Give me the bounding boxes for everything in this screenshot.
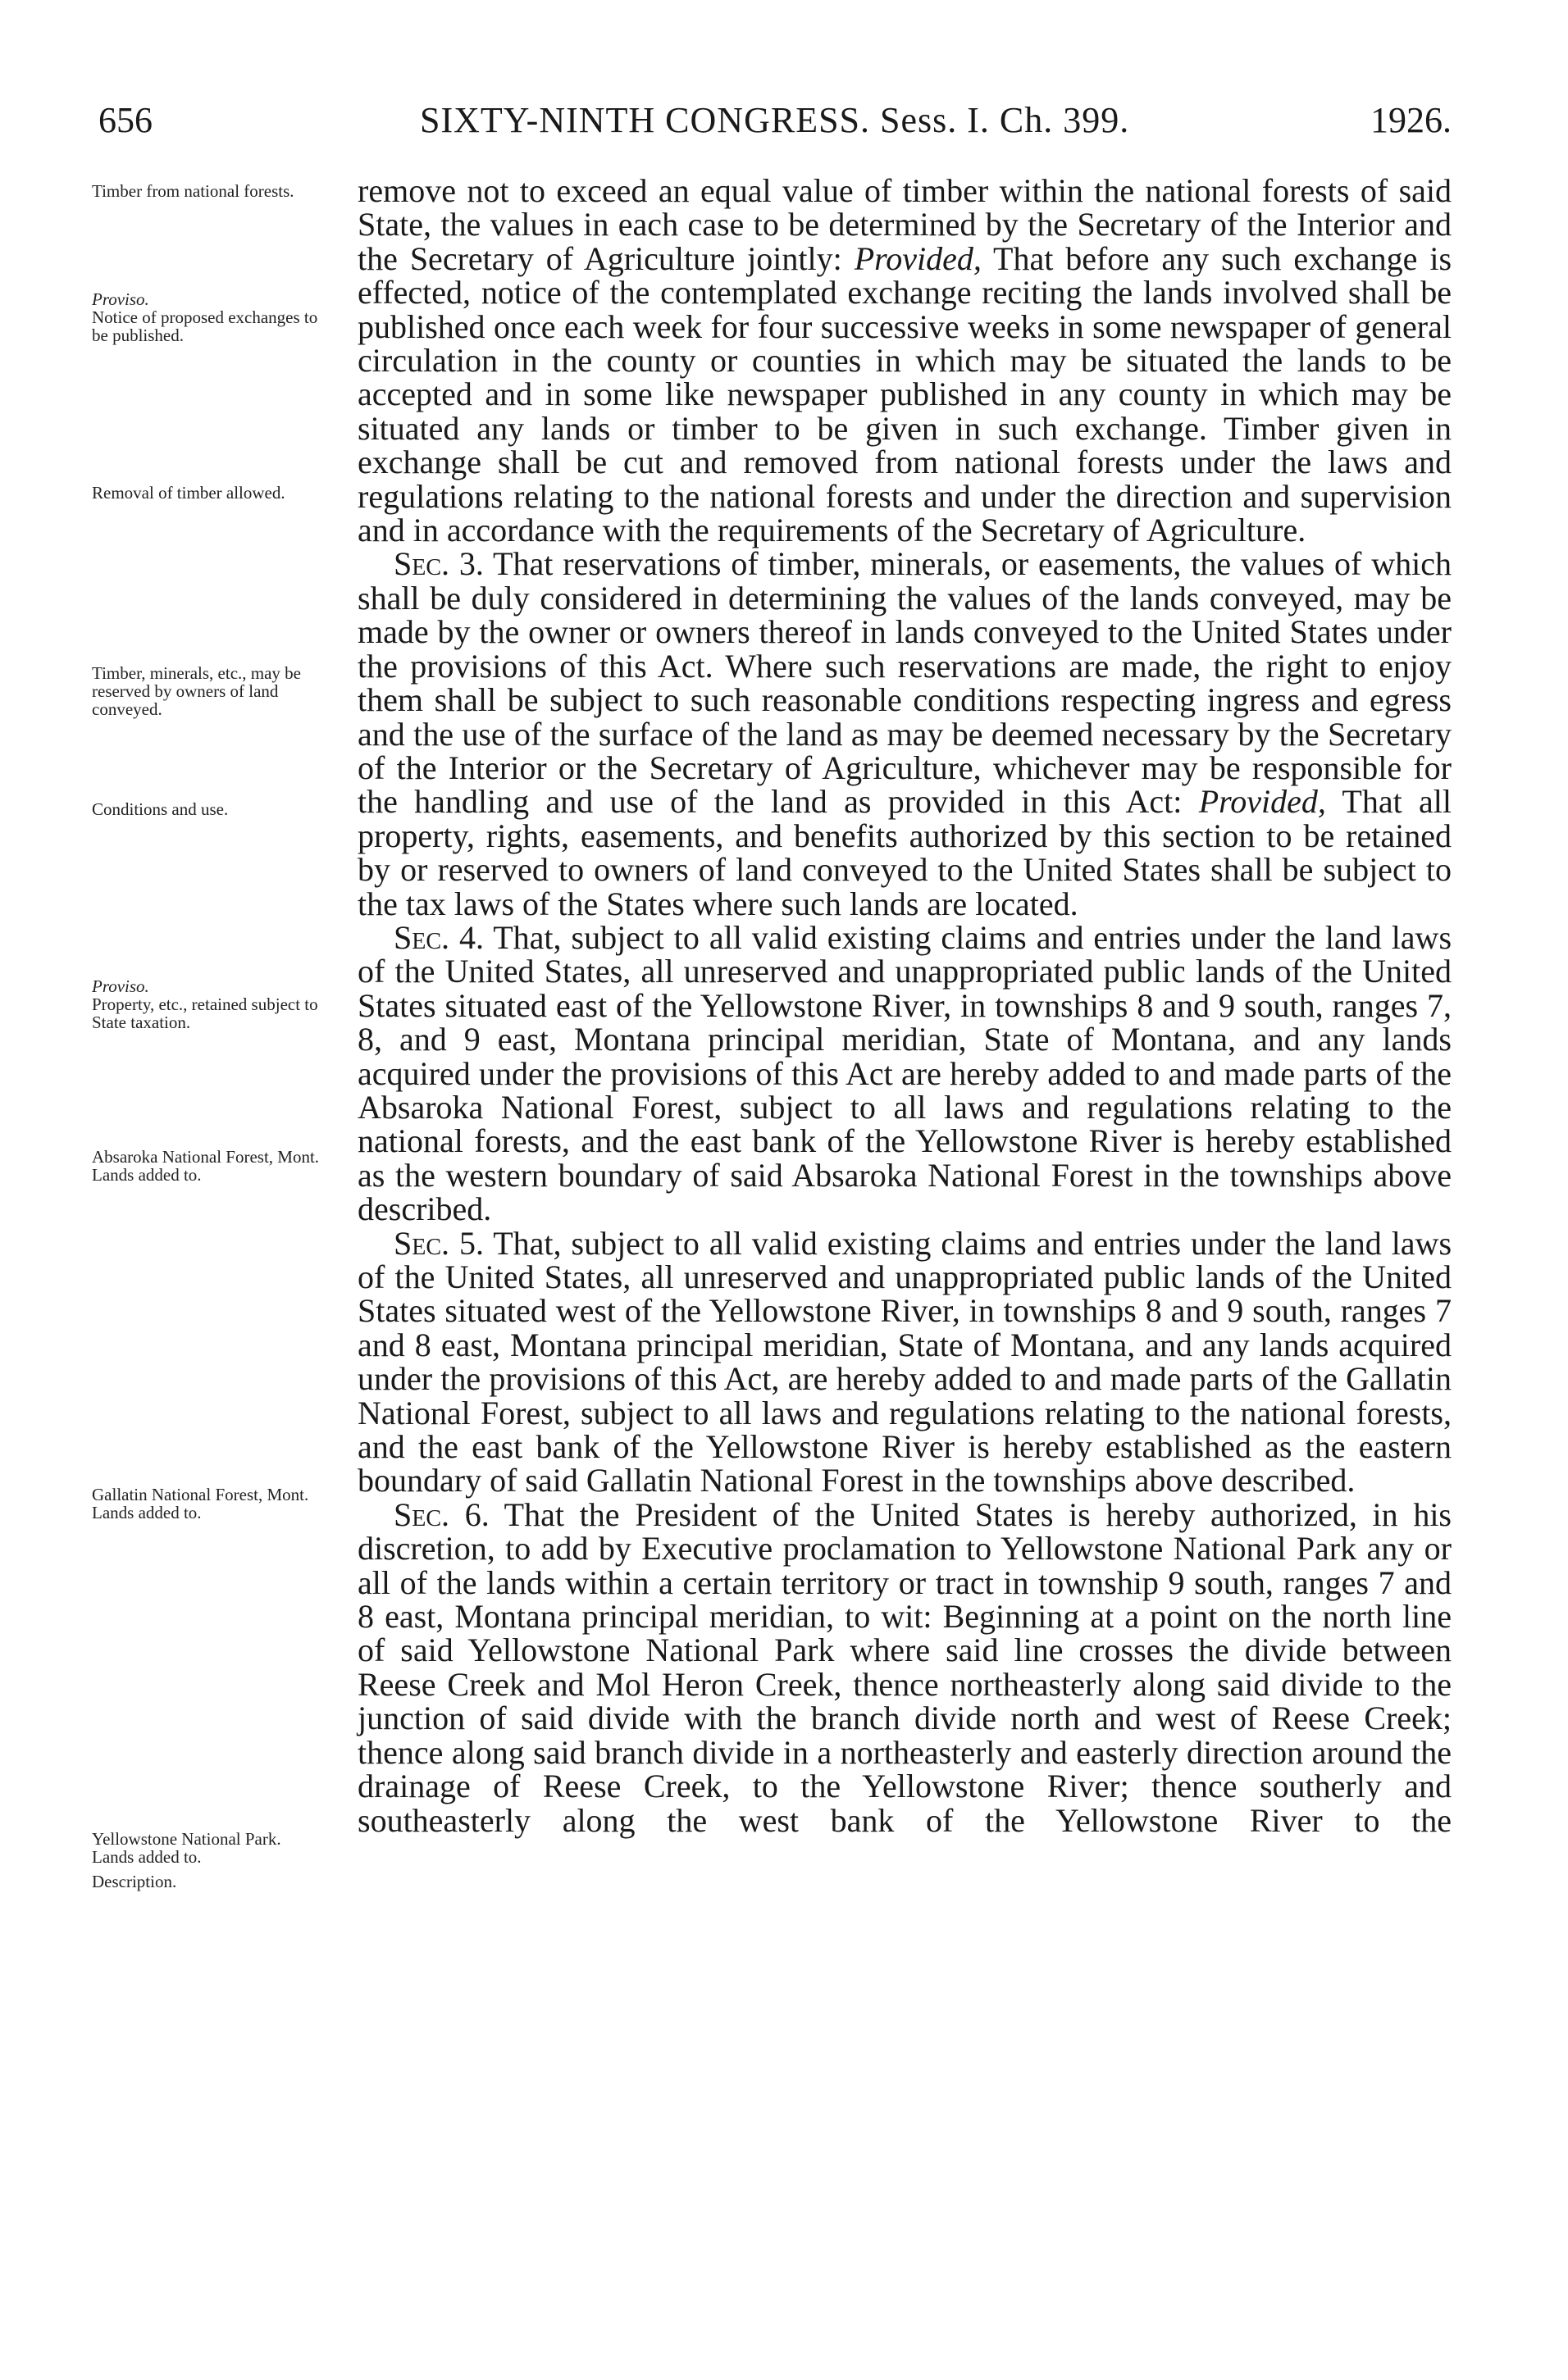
margin-note: Gallatin National Forest, Mont. Lands added to. [92,1485,309,1522]
section-6: Sec. 6. That the President of the United States is hereby authorized, in his discretion, to add by Executive proclamation to Yellowstone National Park any or all of the lands within a certain territory or tract in township 9 south, ranges 7 and 8 east, Montana principal meridian, to wit: Beginning at a point on the north line of said Yellowstone National Park where said line crosses the divide between Reese Creek and Mol Heron Creek, thence northeasterly along said divide to the junction of said divide with the branch divide north and west of Reese Creek; thence along said branch divide in a northeasterly and easterly direction around the drainage of Reese Creek, to the Yellowstone River; thence southerly and southeasterly along the west bank of the Yellowstone River to the [358,1495,1452,1839]
paragraph-exchange: remove not to exceed an equal value of timber within the national forests of said State, the values in each case to be determined by the Secretary of the Interior and the Secretary of Agriculture jointly: Provided, That before any such exchange is effected, notice of the contemplated exchange reciting the lands involved shall be published once each week for four successive weeks in some newspaper of general circulation in the county or counties in which may be situated the lands to be accepted and in some like newspaper published in any county in which may be situated any lands or timber to be given in such exchange. Timber given in exchange shall be cut and removed from national forests under the laws and regulations relating to the national forests and under the direction and supervision and in accordance with the requirements of the Secretary of Agriculture. [358,172,1452,549]
year: 1926. [1370,100,1452,140]
section-4: Sec. 4. That, subject to all valid existing claims and entries under the land laws of the United States, all unreserved and unappropriated public lands of the United States situated east of the Yellowstone River, in townships 8 and 9 south, ranges 7, 8, and 9 east, Montana principal meridian, State of Montana, and any lands acquired under the provisions of this Act are hereby added to and made parts of the Absaroka National Forest, subject to all laws and regulations relating to the national forests, and the east bank of the Yellowstone River is hereby established as the western boundary of said Absaroka National Forest in the townships above described. [358,918,1452,1228]
margin-note: Conditions and use. [92,799,229,819]
margin-note: Proviso. Property, etc., retained subject to State taxation. [92,976,318,1032]
margin-note: Yellowstone National Park. Lands added to. Description. [92,1829,281,1891]
section-5: Sec. 5. That, subject to all valid existing claims and entries under the land laws of the United States, all unreserved and unappropriated public lands of the United States situated west of the Yellowstone River, in townships 8 and 9 south, ranges 7 and 8 east, Montana principal meridian, State of Montana, and any lands acquired under the provisions of this Act, are hereby added to and made parts of the Gallatin National Forest, subject to all laws and regulations relating to the national forests, and the east bank of the Yellowstone River is hereby established as the eastern boundary of said Gallatin National Forest in the townships above described. [358,1224,1452,1499]
running-title: SIXTY-NINTH CONGRESS. Sess. I. Ch. 399. [420,100,1130,140]
page-header [98,92,1452,149]
margin-note: Timber from national forests. [92,181,294,201]
margin-note: Timber, minerals, etc., may be reserved by owners of land conveyed. [92,663,301,719]
page-number: 656 [98,100,153,140]
section-3: Sec. 3. That reservations of timber, minerals, or easements, the values of which shall be duly considered in determining the values of the lands conveyed, may be made by the owner or owners thereof in lands conveyed to the United States under the provisions of this Act. Where such reservations are made, the right to enjoy them shall be subject to such reasonable conditions respecting ingress and egress and the use of the surface of the land as may be deemed necessary by the Secretary of the Interior or the Secretary of Agriculture, whichever may be responsible for the handling and use of the land as provided in this Act: Provided, That all property, rights, easements, and benefits authorized by this section to be retained by or reserved to owners of land conveyed to the United States shall be subject to the tax laws of the States where such lands are located. [358,545,1452,922]
margin-note: Removal of timber allowed. [92,483,285,503]
statute-text [358,174,1452,1837]
margin-note: Absaroka National Forest, Mont. Lands added to. [92,1147,320,1185]
margin-note: Proviso. Notice of proposed exchanges to be published. [92,289,318,345]
